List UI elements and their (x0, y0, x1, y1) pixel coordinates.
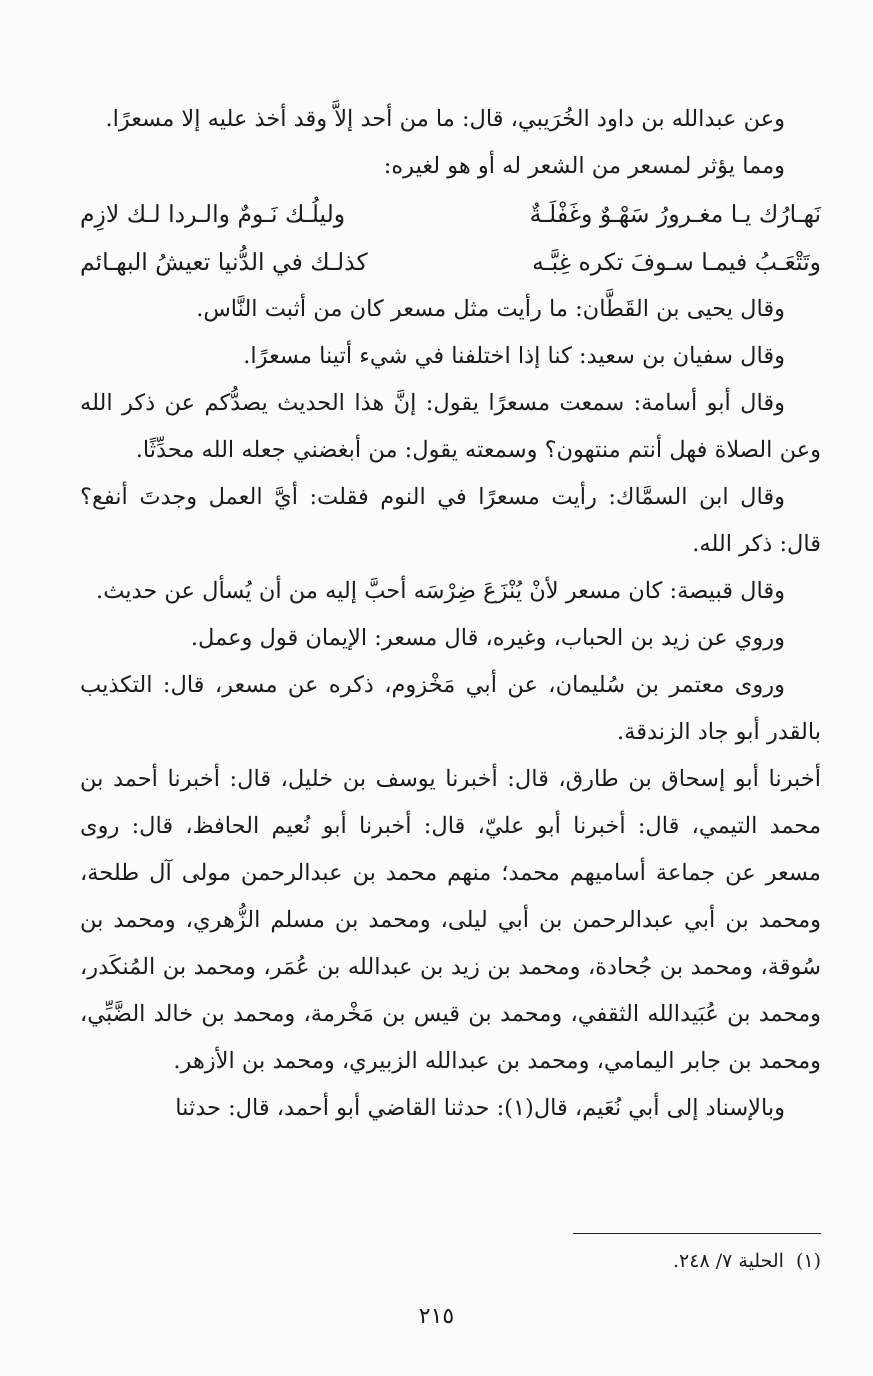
page-number: ٢١٥ (418, 1304, 455, 1329)
paragraph-yahya-qattan: وقال يحيى بن القَطَّان: ما رأيت مثل مسعر كان من أثبت النَّاس. (196, 296, 785, 322)
footnote (673, 1246, 821, 1276)
verse-1-hemistich-2: وليلُـك نَـومٌ والـردا لـك لازِم (80, 200, 346, 228)
paragraph-abu-usama: وقال أبو أسامة: سمعت مسعرًا يقول: إنَّ هذا الحديث يصدُّكم عن ذكر الله وعن الصلاة فهل أنتم منتهون؟ وسمعته يقول: من أبغضني جعله الله محدِّثًا. (80, 390, 821, 463)
paragraph-qabisa: وقال قبيصة: كان مسعر لأنْ يُنْزَعَ ضِرْسَه أحبَّ إليه من أن يُسأل عن حديث. (96, 578, 785, 604)
paragraph-zayd-hubab: وروي عن زيد بن الحباب، وغيره، قال مسعر: الإيمان قول وعمل. (190, 625, 785, 651)
paragraph-sufyan: وقال سفيان بن سعيد: كنا إذا اختلفنا في شيء أتينا مسعرًا. (243, 343, 785, 369)
paragraph-mutamir: وروى معتمر بن سُليمان، عن أبي مَخْزوم، ذكره عن مسعر، قال: التكذيب بالقدر أبو جاد الزندقة. (80, 672, 821, 745)
verse-line-1 (80, 190, 821, 238)
verse-line-2 (80, 238, 821, 286)
paragraph-abu-nuaym: وبالإسناد إلى أبي نُعَيم، قال(١): حدثنا القاضي أبو أحمد، قال: حدثنا (175, 1095, 785, 1121)
main-text (80, 96, 821, 1132)
paragraph-khuraybi: وعن عبدالله بن داود الخُرَيبي، قال: ما من أحد إلاَّ وقد أخذ عليه إلا مسعرًا. (105, 106, 785, 132)
paragraph-isnad-muhammads: أخبرنا أبو إسحاق بن طارق، قال: أخبرنا يوسف بن خليل، قال: أخبرنا أحمد بن محمد التيمي، قال: أخبرنا أبو عليّ، قال: أخبرنا أبو نُعيم الحافظ، قال: روى مسعر عن جماعة أساميهم محمد؛ منهم محمد بن عبدالرحمن مولى آل طلحة، ومحمد بن أبي عبدالرحمن بن أبي ليلى، ومحمد بن مسلم الزُّهري، ومحمد بن سُوقة، ومحمد بن جُحادة، ومحمد بن زيد بن عبدالله بن عُمَر، ومحمد بن المُنكَدر، ومحمد بن عُبَيدالله الثقفي، ومحمد بن قيس بن مَخْرمة، ومحمد بن خالد الضَّبِّي، ومحمد بن جابر اليمامي، ومحمد بن عبدالله الزبيري، ومحمد بن الأزهر. (80, 766, 821, 1074)
footnote-divider (573, 1233, 821, 1234)
footnote-text: الحلية ٧/ ٢٤٨. (673, 1250, 784, 1272)
footnote-number: (١) (795, 1250, 821, 1272)
verse-2-hemistich-1: وتَتْعَـبُ فيمـا سـوفَ تكره غِبَّـه (532, 248, 821, 276)
verse-1-hemistich-1: نَهـارُك يـا مغـرورُ سَهْـوٌ وغَفْلَـةٌ (529, 200, 821, 228)
verse-2-hemistich-2: كذلـك في الدُّنيا تعيشُ البهـائم (80, 248, 368, 276)
paragraph-ibn-sammak: وقال ابن السمَّاك: رأيت مسعرًا في النوم فقلت: أيَّ العمل وجدتَ أنفع؟ قال: ذكر الله. (80, 484, 821, 557)
paragraph-poetry-intro: ومما يؤثر لمسعر من الشعر له أو هو لغيره: (383, 153, 785, 179)
